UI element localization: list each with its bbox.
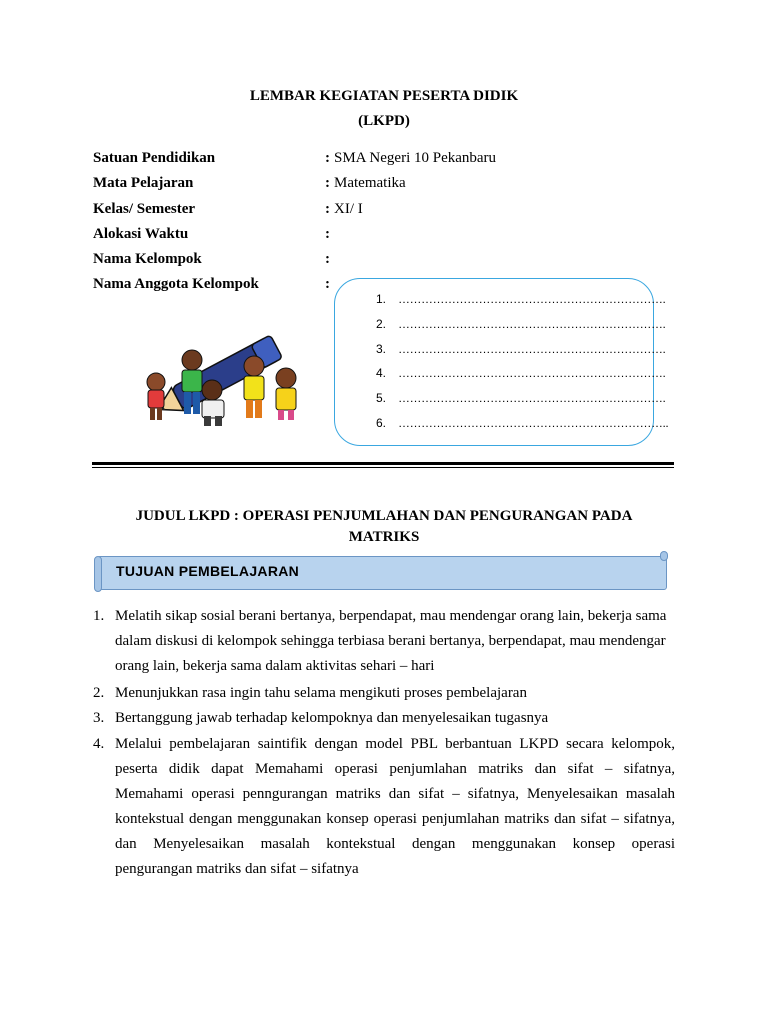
info-label-satuan: Satuan Pendidikan xyxy=(93,150,216,166)
member-line-3[interactable]: 3. ……………………………………………………………. xyxy=(376,342,666,356)
objective-item-1: 1. Melatih sikap sosial berani bertanya, berpendapat, mau mendengar orang lain, bekerja sama dalam diskusi di kelompok sehingga terbiasa berani bertanya, berpendapat, mau mendengar orang lain, bekerja sama dalam aktivitas sehari – hari xyxy=(93,608,667,674)
section-title: TUJUAN PEMBELAJARAN xyxy=(116,563,300,579)
banner-scroll-left xyxy=(94,556,102,592)
member-line-1[interactable]: 1. ……………………………………………………………. xyxy=(376,292,666,306)
info-value-anggota: : xyxy=(325,276,330,292)
objective-item-4: 4. Melalui pembelajaran saintifik dengan model PBL berbantuan LKPD secara kelompok, peserta didik dapat Memahami operasi penjumlahan matriks dan sifat – sifatnya, Memahami operasi penngurangan matriks dan sifat – sifatnya, Menyelesaikan masalah kontekstual dengan menggunakan konsep operasi penjumlahan matriks dan sifat – sifatnya, dan Menyelesaikan masalah kontekstual dengan menggunakan konsep operasi pengurangan matriks dan sifat – sifatnya xyxy=(93,736,675,877)
info-label-alokasi: Alokasi Waktu xyxy=(93,226,189,242)
section-divider-thin xyxy=(92,467,674,468)
info-label-mapel: Mata Pelajaran xyxy=(93,175,194,191)
document-subtitle: (LKPD) xyxy=(358,113,410,129)
info-value-kelompok: : xyxy=(325,251,330,267)
document-title: LEMBAR KEGIATAN PESERTA DIDIK xyxy=(249,88,519,104)
member-line-4[interactable]: 4. ……………………………………………………………. xyxy=(376,366,666,380)
info-label-kelas: Kelas/ Semester xyxy=(93,201,196,217)
info-value-kelas: : XI/ I xyxy=(325,201,363,217)
member-line-5[interactable]: 5. ……………………………………………………………. xyxy=(376,391,666,405)
objective-item-2: 2. Menunjukkan rasa ingin tahu selama mengikuti proses pembelajaran xyxy=(93,685,527,701)
info-value-mapel: : Matematika xyxy=(325,175,406,191)
banner-scroll-right xyxy=(660,551,668,561)
objective-item-3: 3. Bertanggung jawab terhadap kelompoknya dan menyelesaikan tugasnya xyxy=(93,710,549,726)
info-label-kelompok: Nama Kelompok xyxy=(93,251,202,267)
info-label-anggota: Nama Anggota Kelompok xyxy=(93,276,259,292)
info-value-satuan: : SMA Negeri 10 Pekanbaru xyxy=(325,150,497,166)
member-line-6[interactable]: 6. …………………………………………………………….. xyxy=(376,416,669,430)
section-divider-thick xyxy=(92,462,674,465)
member-line-2[interactable]: 2. ……………………………………………………………. xyxy=(376,317,666,331)
info-value-alokasi: : xyxy=(325,226,330,242)
children-pencil-illustration xyxy=(134,330,314,430)
lkpd-title: JUDUL LKPD : OPERASI PENJUMLAHAN DAN PENGURANGAN PADA MATRIKS xyxy=(135,508,633,545)
